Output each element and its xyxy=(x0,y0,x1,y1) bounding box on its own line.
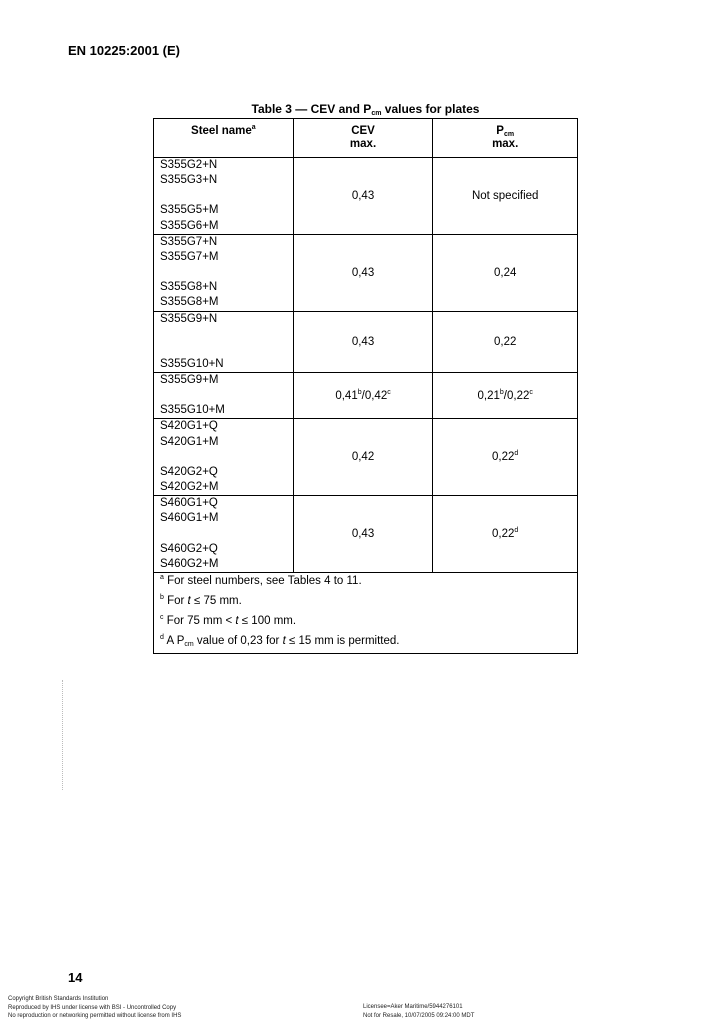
steel-names-cell: S460G1+Q S460G1+M S460G2+Q S460G2+M xyxy=(154,496,294,573)
cev-header: CEV max. xyxy=(293,119,433,158)
pcm-value: 0,22 xyxy=(433,311,578,372)
table-row xyxy=(154,234,578,311)
steel-names-cell: S355G9+M S355G10+M xyxy=(154,373,294,419)
pcm-value: 0,24 xyxy=(433,234,578,311)
pcm-value: 0,22$^d$ xyxy=(433,419,578,496)
footnotes-row xyxy=(154,573,578,654)
pcm-value: 0,21$^b$/0,22$^c$ xyxy=(433,373,578,419)
footnote-d: $^d$ A $P_{cm}$ value of 0,23 for t ≤ 15 mm is permitted. xyxy=(160,634,400,649)
footnote-c: $^c$ For 75 mm < t ≤ 100 mm. xyxy=(160,614,297,628)
table-row xyxy=(154,373,578,419)
license-notice: Licensee=Aker Maritime/5944276101 Not for Resale, 10/07/2005 09:24:00 MDT xyxy=(363,1004,475,1019)
pcm-value: Not specified xyxy=(433,158,578,235)
steel-names-cell: S355G9+N S355G10+N xyxy=(154,311,294,372)
table-row xyxy=(154,419,578,496)
steel-names-cell: S355G2+N S355G3+N S355G5+M S355G6+M xyxy=(154,158,294,235)
cev-value: 0,43 xyxy=(293,311,433,372)
table-row xyxy=(154,158,578,235)
cev-value: 0,43 xyxy=(293,234,433,311)
table-row xyxy=(154,311,578,372)
cev-pcm-table xyxy=(153,118,578,654)
table-row xyxy=(154,496,578,573)
page-number: 14 xyxy=(68,970,83,985)
document-id: EN 10225:2001 (E) xyxy=(68,43,181,58)
cev-value: 0,43 xyxy=(293,496,433,573)
copyright-notice: Copyright British Standards Institution Reproduced by IHS under license with BSI - Uncontrolled Copy No reproduction or networking permitted without license from IHS xyxy=(8,996,182,1019)
footnote-a: $^a$ For steel numbers, see Tables 4 to 11. xyxy=(160,574,362,588)
steel-names-cell: S355G7+N S355G7+M S355G8+N S355G8+M xyxy=(154,234,294,311)
table-caption: Table 3 — CEV and $P_{cm}$ values for plates xyxy=(251,102,480,117)
footnotes-cell xyxy=(154,573,578,654)
pcm-header: $P_{cm}$ max. xyxy=(433,119,578,158)
footnote-b: $^b$ For t ≤ 75 mm. xyxy=(160,594,242,608)
cev-value: 0,43 xyxy=(293,158,433,235)
table-header-row xyxy=(154,119,578,158)
cev-value: 0,42 xyxy=(293,419,433,496)
pcm-value: 0,22$^d$ xyxy=(433,496,578,573)
cev-value: 0,41$^b$/0,42$^c$ xyxy=(293,373,433,419)
steel-name-header: Steel name$^a$ xyxy=(154,119,294,158)
steel-names-cell: S420G1+Q S420G1+M S420G2+Q S420G2+M xyxy=(154,419,294,496)
margin-watermark xyxy=(62,680,66,790)
